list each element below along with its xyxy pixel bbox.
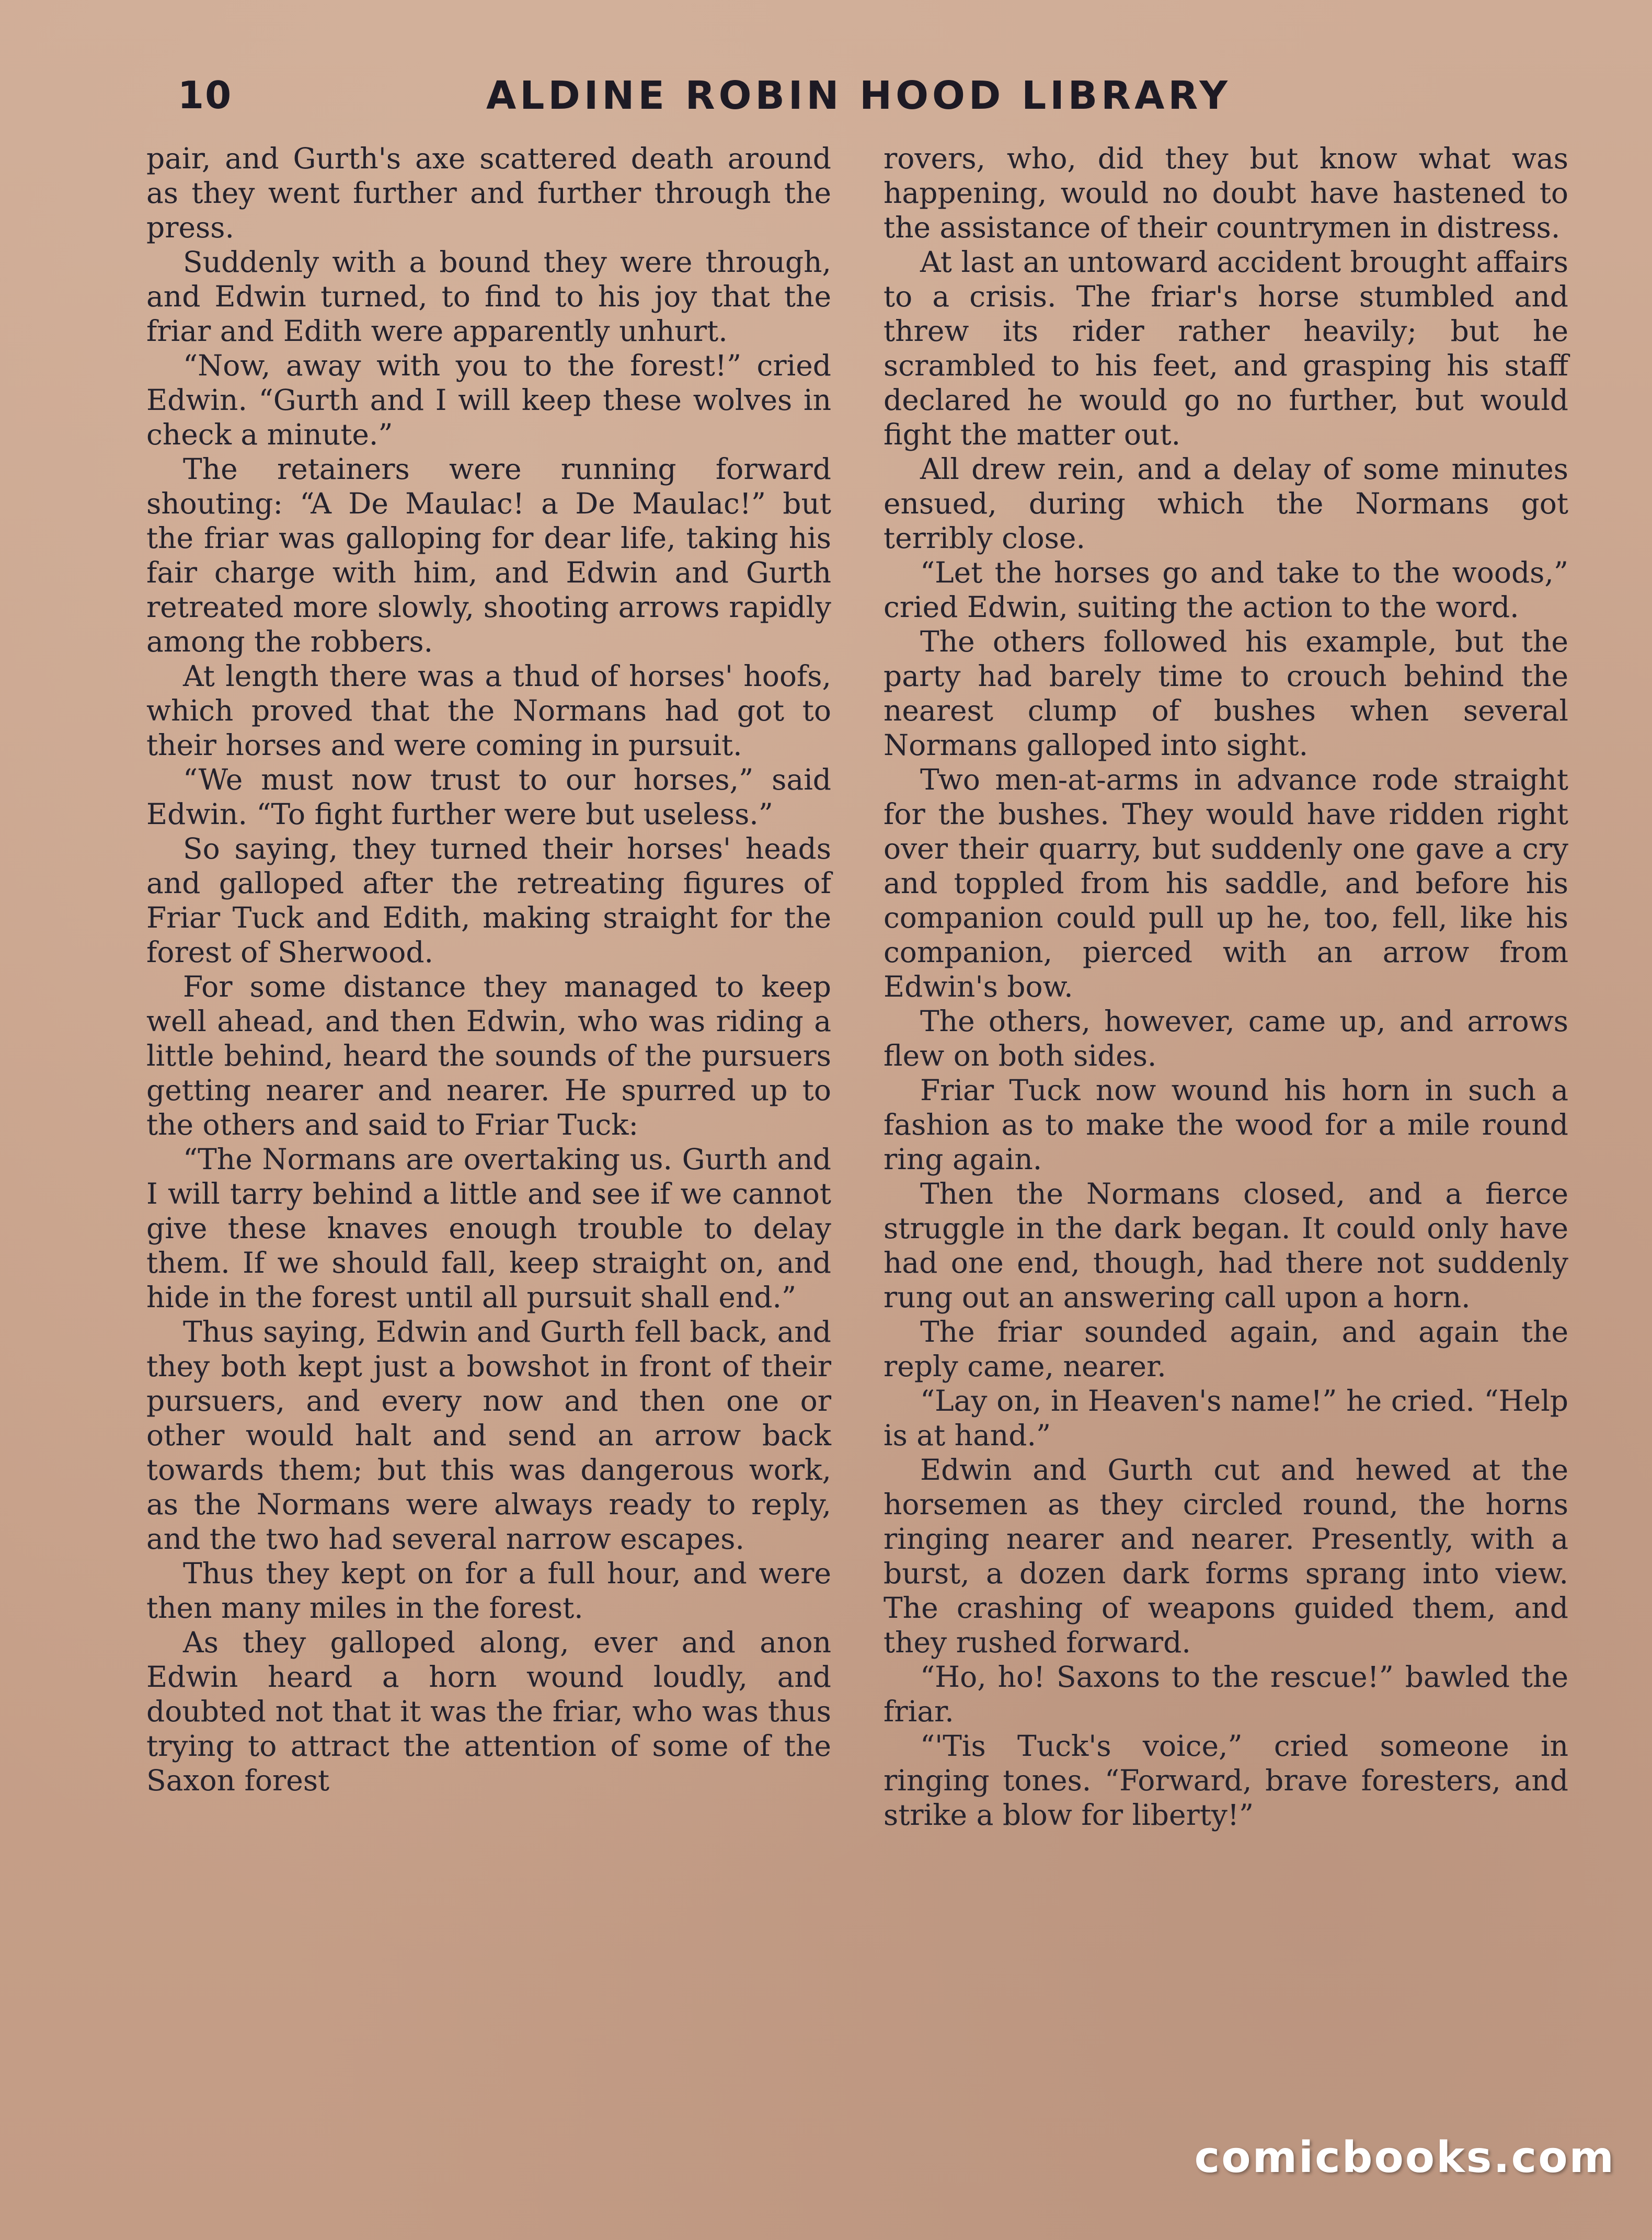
paragraph: Thus they kept on for a full hour, and were then many miles in the forest.	[146, 1557, 831, 1625]
paragraph: “Ho, ho! Saxons to the rescue!” bawled the friar.	[884, 1660, 1568, 1728]
paragraph: As they galloped along, ever and anon Edwin heard a horn wound loudly, and doubted not that it was the friar, who was thus trying to attract the attention of some of the Saxon forest	[146, 1626, 831, 1797]
paragraph: All drew rein, and a delay of some minutes ensued, during which the Normans got terribly close.	[884, 452, 1568, 555]
paragraph: “Let the horses go and take to the woods,” cried Edwin, suiting the action to the word.	[884, 556, 1568, 624]
paragraph: The friar sounded again, and again the reply came, nearer.	[884, 1315, 1568, 1383]
paragraph: At length there was a thud of horses' hoofs, which proved that the Normans had got to their horses and were coming in pursuit.	[146, 659, 831, 762]
paragraph: Friar Tuck now wound his horn in such a fashion as to make the wood for a mile round ring again.	[884, 1073, 1568, 1176]
page-header	[178, 73, 1537, 131]
paragraph: “Lay on, in Heaven's name!” he cried. “Help is at hand.”	[884, 1384, 1568, 1452]
paragraph: “We must now trust to our horses,” said Edwin. “To fight further were but useless.”	[146, 763, 831, 831]
paragraph: The retainers were running forward shouting: “A De Maulac! a De Maulac!” but the friar was galloping for dear life, taking his fair charge with him, and Edwin and Gurth retreated more slowly, shooting arrows rapidly among the robbers.	[146, 452, 831, 658]
paragraph: For some distance they managed to keep well ahead, and then Edwin, who was riding a little behind, heard the sounds of the pursuers getting nearer and nearer. He spurred up to the others and said to Friar Tuck:	[146, 970, 831, 1141]
paragraph: Suddenly with a bound they were through, and Edwin turned, to find to his joy that the friar and Edith were apparently unhurt.	[146, 245, 831, 348]
page-number: 10	[178, 73, 233, 117]
paragraph: pair, and Gurth's axe scattered death around as they went further and further through the press.	[146, 142, 831, 244]
paragraph: Edwin and Gurth cut and hewed at the horsemen as they circled round, the horns ringing nearer and nearer. Presently, with a burst, a dozen dark forms sprang into view. The crashing of weapons guided them, and they rushed forward.	[884, 1453, 1568, 1659]
paragraph: At last an untoward accident brought affairs to a crisis. The friar's horse stumbled and threw its rider rather heavily; but he scrambled to his feet, and grasping his staff declared he would go no further, but would fight the matter out.	[884, 245, 1568, 451]
paragraph: Then the Normans closed, and a fierce struggle in the dark began. It could only have had one end, though, had there not suddenly rung out an answering call upon a horn.	[884, 1177, 1568, 1314]
paragraph: Two men-at-arms in advance rode straight for the bushes. They would have ridden right over their quarry, but suddenly one gave a cry and toppled from his saddle, and before his companion could pull up he, too, fell, like his companion, pierced with an arrow from Edwin's bow.	[884, 763, 1568, 1003]
paragraph: Thus saying, Edwin and Gurth fell back, and they both kept just a bowshot in front of their pursuers, and every now and then one or other would halt and send an arrow back towards them; but this was dangerous work, as the Normans were always ready to reply, and the two had several narrow escapes.	[146, 1315, 831, 1556]
paragraph: So saying, they turned their horses' heads and galloped after the retreating figures of Friar Tuck and Edith, making straight for the forest of Sherwood.	[146, 832, 831, 969]
paragraph: “'Tis Tuck's voice,” cried someone in ringing tones. “Forward, brave foresters, and strike a blow for liberty!”	[884, 1729, 1568, 1832]
paragraph: “Now, away with you to the forest!” cried Edwin. “Gurth and I will keep these wolves in check a minute.”	[146, 349, 831, 451]
paragraph: The others, however, came up, and arrows flew on both sides.	[884, 1004, 1568, 1072]
right-text-column	[884, 141, 1568, 1832]
paragraph: The others followed his example, but the party had barely time to crouch behind the nearest clump of bushes when several Normans galloped into sight.	[884, 625, 1568, 762]
left-text-column	[146, 141, 831, 1798]
paragraph: “The Normans are overtaking us. Gurth and I will tarry behind a little and see if we cannot give these knaves enough trouble to delay them. If we should fall, keep straight on, and hide in the forest until all pursuit shall end.”	[146, 1142, 831, 1314]
paragraph: rovers, who, did they but know what was happening, would no doubt have hastened to the assistance of their countrymen in distress.	[884, 142, 1568, 244]
watermark-logo: comicbooks.com	[1194, 2133, 1615, 2182]
running-title: ALDINE ROBIN HOOD LIBRARY	[486, 73, 1231, 118]
